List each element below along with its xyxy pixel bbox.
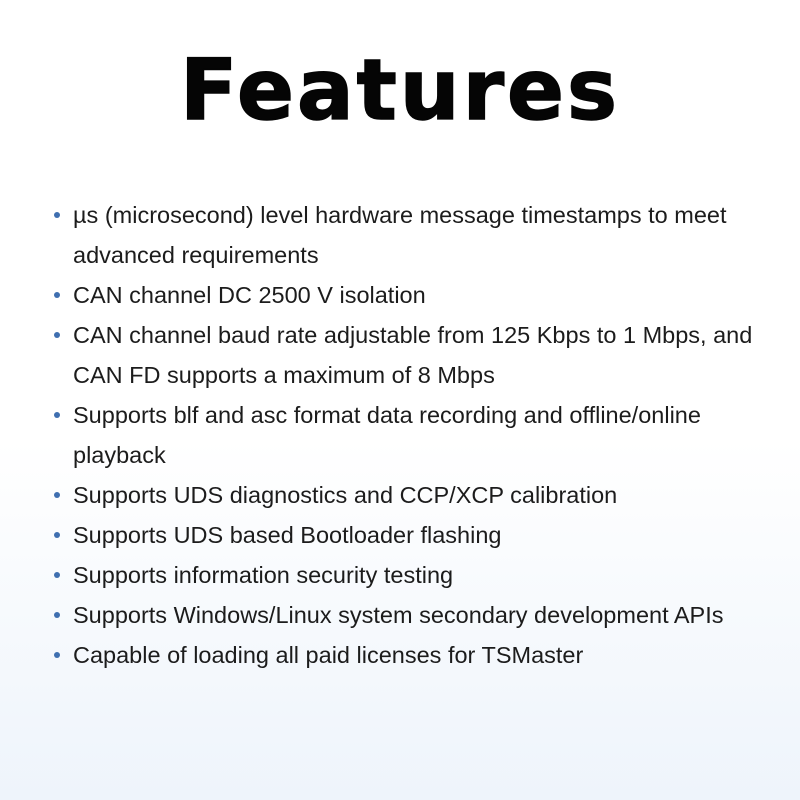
list-item bbox=[50, 515, 770, 555]
list-item bbox=[50, 315, 770, 395]
feature-text: Supports information security testing bbox=[73, 562, 454, 588]
feature-text: Supports blf and asc format data recording and offline/online playback bbox=[73, 402, 701, 468]
list-item bbox=[50, 195, 770, 275]
feature-text: CAN channel DC 2500 V isolation bbox=[73, 282, 426, 308]
bullet-icon bbox=[54, 572, 60, 578]
bullet-icon bbox=[54, 212, 60, 218]
bullet-icon bbox=[54, 492, 60, 498]
feature-text: Supports UDS diagnostics and CCP/XCP calibration bbox=[73, 482, 618, 508]
list-item bbox=[50, 475, 770, 515]
feature-list bbox=[50, 195, 770, 675]
feature-text: Supports Windows/Linux system secondary development APIs bbox=[73, 602, 724, 628]
bullet-icon bbox=[54, 532, 60, 538]
list-item bbox=[50, 395, 770, 475]
list-item bbox=[50, 275, 770, 315]
list-item bbox=[50, 555, 770, 595]
feature-text: CAN channel baud rate adjustable from 125 Kbps to 1 Mbps, and CAN FD supports a maximum of 8 Mbps bbox=[73, 322, 753, 388]
page-title: Features bbox=[180, 41, 620, 139]
list-item bbox=[50, 635, 770, 675]
feature-text: µs (microsecond) level hardware message timestamps to meet advanced requirements bbox=[73, 202, 727, 268]
list-item bbox=[50, 595, 770, 635]
feature-text: Supports UDS based Bootloader flashing bbox=[73, 522, 502, 548]
bullet-icon bbox=[54, 292, 60, 298]
bullet-icon bbox=[54, 612, 60, 618]
bullet-icon bbox=[54, 412, 60, 418]
bullet-icon bbox=[54, 332, 60, 338]
bullet-icon bbox=[54, 652, 60, 658]
feature-text: Capable of loading all paid licenses for TSMaster bbox=[73, 642, 584, 668]
